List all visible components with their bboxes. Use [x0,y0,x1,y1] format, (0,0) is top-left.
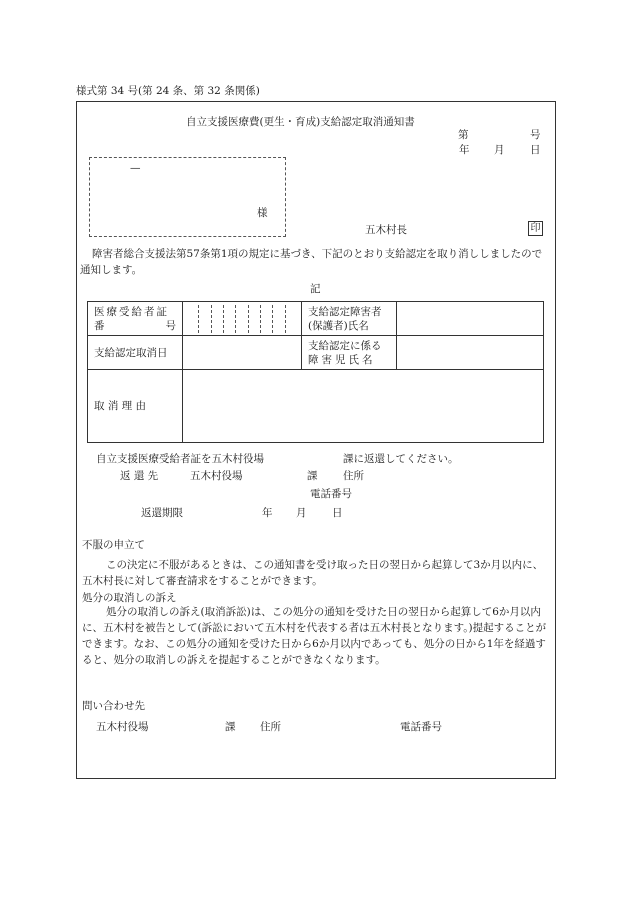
return-instruction-b: 課に返還してください。 [343,453,459,465]
return-dest-label: 返 還 先 [120,470,159,482]
cancel-date-label: 支給認定取消日 [88,336,183,370]
return-dest-section: 課 [307,470,318,482]
cancel-date-field[interactable] [183,336,302,370]
number-prefix: 第 [458,129,469,141]
cert-number-field[interactable] [183,302,302,336]
return-dest-address: 住所 [343,470,364,482]
ki-heading: 記 [310,283,321,295]
issuer-name: 五木村長 [365,224,407,236]
lawsuit-heading: 処分の取消しの訴え [82,592,177,604]
addressee-box [89,157,286,237]
return-dest-phone: 電話番号 [310,488,352,500]
child-name-field[interactable] [397,336,544,370]
number-suffix: 号 [530,129,541,141]
return-dest-office: 五木村役場 [190,470,243,482]
child-name-label: 支給認定に係る 障害児氏名 [302,336,397,370]
objection-heading: 不服の申立て [82,539,145,551]
document-title: 自立支援医療費(更生・育成)支給認定取消通知書 [186,116,415,128]
reason-label: 取 消 理 由 [88,370,183,443]
record-table [87,301,544,443]
return-deadline-month: 月 [296,507,307,519]
lawsuit-text: 処分の取消しの訴え(取消訴訟)は、この処分の通知を受けた日の翌日から起算して6か月以内に、五木村を被告として(訴訟において五木村を代表する者は五木村長となります。)提起することができます。なお、この処分の通知を受けた日から6か月以内であっても、処分の日から1年を経過すると、処分の取消しの訴えを提起することができなくなります。 [82,606,547,666]
cert-number-label: 医療受給者証 番 号 [88,302,183,336]
contact-heading: 問い合わせ先 [82,700,145,712]
return-instruction-a: 自立支援医療受給者証を五木村役場 [96,453,264,465]
date-year: 年 [459,144,470,156]
reason-field[interactable] [183,370,544,443]
seal-mark: 印 [528,221,543,236]
contact-address: 住所 [260,721,281,733]
date-day: 日 [530,144,541,156]
recipient-name-field[interactable] [397,302,544,336]
return-deadline-day: 日 [332,507,343,519]
notice-body: 障害者総合支援法第57条第1項の規定に基づき、下記のとおり支給認定を取り消ししましたので通知します。 [80,248,543,276]
addressee-suffix: 様 [257,207,268,219]
date-month: 月 [494,144,505,156]
recipient-name-label: 支給認定障害者 (保護者)氏名 [302,302,397,336]
contact-office: 五木村役場 [96,721,149,733]
return-deadline-label: 返還期限 [141,507,183,519]
objection-text: この決定に不服があるときは、この通知書を受け取った日の翌日から起算して3か月以内に、五木村長に対して審査請求をすることができます。 [82,559,544,587]
contact-phone: 電話番号 [400,721,442,733]
form-reference: 様式第 34 号(第 24 条、第 32 条関係) [76,85,260,97]
return-deadline-year: 年 [262,507,273,519]
contact-section: 課 [225,721,236,733]
addressee-dash: — [130,162,141,174]
